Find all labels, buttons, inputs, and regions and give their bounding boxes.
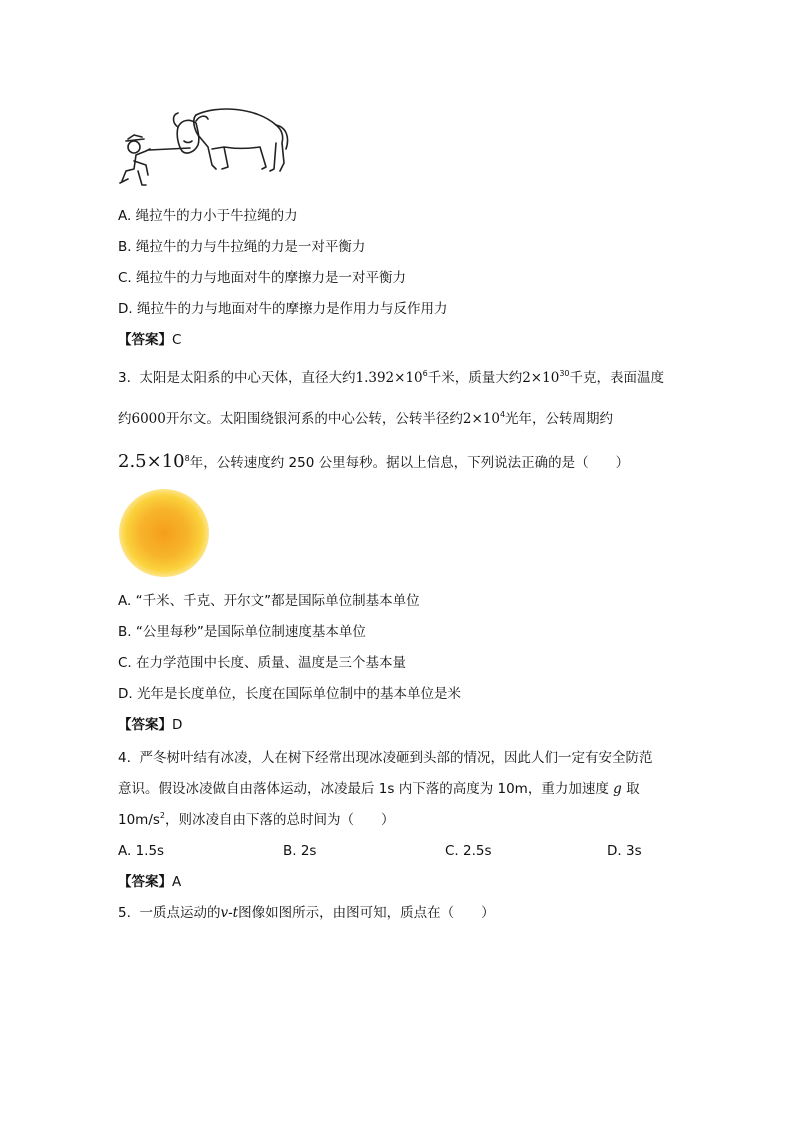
question-number: 3. xyxy=(118,370,131,386)
q3-math: 2×10 xyxy=(522,370,560,386)
q3-exp: 8 xyxy=(184,454,190,463)
q5-symbol: v-t xyxy=(220,905,239,921)
q4-text: 意识。假设冰凌做自由落体运动，冰凌最后 1s 内下落的高度为 10m，重力加速度 xyxy=(118,781,609,797)
q5-text: 图像如图所示，由图可知，质点在（ ） xyxy=(238,905,495,921)
q3-text: 年，公转速度约 250 公里每秒。据以上信息，下列说法正确的是（ ） xyxy=(189,455,630,471)
answer-label: 【答案】 xyxy=(118,332,172,348)
q3-line-2 xyxy=(118,410,613,428)
q4-answer xyxy=(118,873,181,891)
q3-text: 千克，表面温度 xyxy=(569,370,664,386)
question-number: 5. xyxy=(118,905,131,921)
q3-line-3 xyxy=(118,451,629,474)
q5-text: 一质点运动的 xyxy=(139,905,221,921)
answer-value: D xyxy=(172,717,183,733)
q4-symbol: g xyxy=(613,781,622,797)
question-number: 4. xyxy=(118,750,131,766)
q3-exp: 4 xyxy=(499,410,506,419)
ox-pulling-figure xyxy=(116,105,291,190)
answer-label: 【答案】 xyxy=(118,874,172,890)
q3-option-c: C. 在力学范围中长度、质量、温度是三个基本量 xyxy=(118,655,407,671)
q4-line-3 xyxy=(118,811,395,829)
q3-math: 2.5×10 xyxy=(118,451,185,472)
q2-option-a: A. 绳拉牛的力小于牛拉绳的力 xyxy=(118,208,298,224)
q4-text: 严冬树叶结有冰凌，人在树下经常出现冰凌砸到头部的情况，因此人们一定有安全防范 xyxy=(139,750,653,766)
q3-math: 1.392×10 xyxy=(355,370,423,386)
q3-option-a: A. “千米、千克、开尔文”都是国际单位制基本单位 xyxy=(118,593,420,609)
q4-line-2 xyxy=(118,780,640,798)
q2-option-c: C. 绳拉牛的力与地面对牛的摩擦力是一对平衡力 xyxy=(118,270,407,286)
q4-text: 10m/s xyxy=(118,812,160,828)
q3-option-d: D. 光年是长度单位，长度在国际单位制中的基本单位是米 xyxy=(118,686,461,702)
q4-text: ，则冰凌自由下落的总时间为（ ） xyxy=(165,812,395,828)
q3-text: 约 xyxy=(118,411,132,427)
q4-exp: 2 xyxy=(159,811,166,820)
q3-text: 千米，质量大约 xyxy=(427,370,523,386)
q2-option-b: B. 绳拉牛的力与牛拉绳的力是一对平衡力 xyxy=(118,239,366,255)
q3-text: 开尔文。太阳围绕银河系的中心公转，公转半径约 xyxy=(165,411,463,427)
q3-text: 太阳是太阳系的中心天体，直径大约 xyxy=(139,370,356,386)
q4-line-1 xyxy=(118,749,652,767)
q3-exp: 30 xyxy=(559,369,570,378)
q3-answer xyxy=(118,716,182,734)
q3-text: 光年，公转周期约 xyxy=(505,411,614,427)
sun-image xyxy=(118,488,210,578)
answer-label: 【答案】 xyxy=(118,717,172,733)
q4-option-d: D. 3s xyxy=(607,843,642,859)
q2-answer xyxy=(118,331,181,349)
answer-value: A xyxy=(172,874,182,890)
q2-option-d: D. 绳拉牛的力与地面对牛的摩擦力是作用力与反作用力 xyxy=(118,301,448,317)
q4-option-b: B. 2s xyxy=(283,843,317,859)
q5-line-1 xyxy=(118,904,495,922)
q4-text: 取 xyxy=(626,781,640,797)
q3-line-1 xyxy=(118,369,664,387)
q4-option-c: C. 2.5s xyxy=(445,843,492,859)
q3-math: 2×10 xyxy=(462,411,500,427)
answer-value: C xyxy=(172,332,182,348)
q3-math: 6000 xyxy=(131,411,166,427)
q3-exp: 6 xyxy=(422,369,428,378)
q3-option-b: B. “公里每秒”是国际单位制速度基本单位 xyxy=(118,624,366,640)
q4-option-a: A. 1.5s xyxy=(118,843,165,859)
